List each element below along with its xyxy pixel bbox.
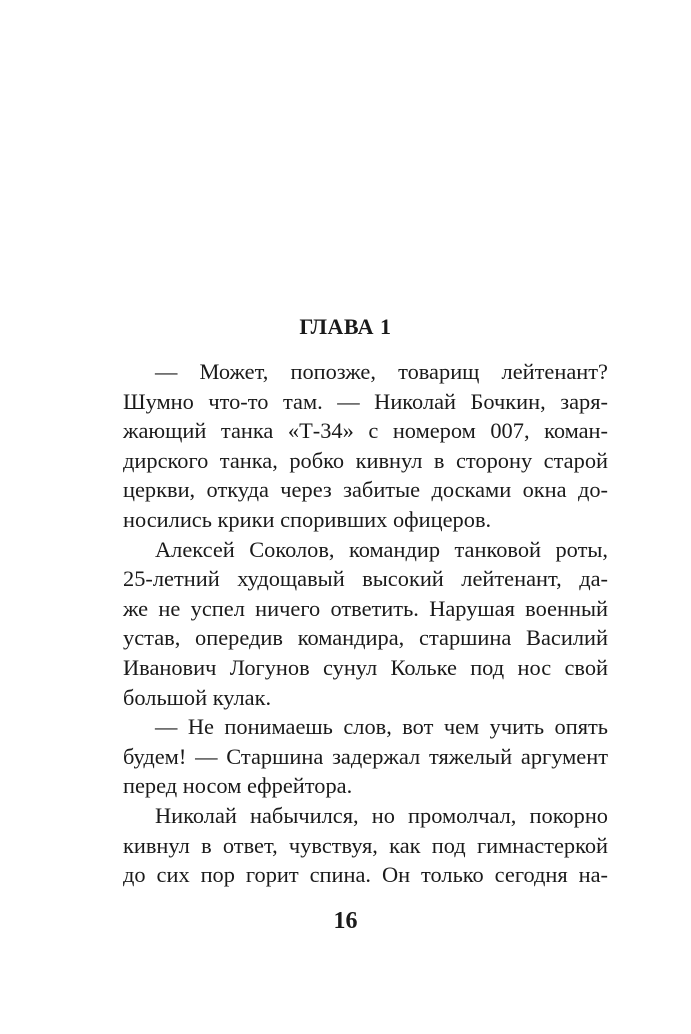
text-line: — Может, попозже, товарищ лейтенант? [155,359,608,384]
text-line: будем! — Старшина задержал тяжелый аргумент [123,743,608,769]
page-number: 16 [333,908,358,934]
text-line: большой кулак. [123,684,272,710]
text-line: Алексей Соколов, командир танковой роты, [155,536,608,562]
text-line: кивнул в ответ, чувствуя, как под гимнастеркой [123,832,608,858]
text-line: церкви, откуда через забитые досками окна до- [123,477,608,503]
paragraph [123,712,608,801]
text-line: Николай набычился, но промолчал, покорно [155,802,608,828]
paragraph [123,357,608,535]
text-line: жающий танка «Т-34» с номером 007, коман- [123,418,608,444]
text-line: перед носом ефрейтора. [123,773,353,799]
text-line: Иванович Логунов сунул Кольке под нос свой [123,654,608,680]
paragraph [123,801,608,890]
text-line: 25-летний худощавый высокий лейтенант, да- [123,566,608,592]
text-line: до сих пор горит спина. Он только сегодня на- [123,862,608,888]
body-text [123,357,608,890]
text-line: Шумно что-то там. — Николай Бочкин, заря- [123,388,608,414]
text-line: — Не понимаешь слов, вот чем учить опять [155,714,608,740]
text-line: устав, опередив командира, старшина Василий [123,625,608,651]
text-line: носились крики споривших офицеров. [123,506,492,532]
text-line: же не успел ничего ответить. Нарушая военный [123,595,608,621]
paragraph [123,535,608,713]
text-line: дирского танка, робко кивнул в сторону старой [123,447,608,473]
chapter-title: ГЛАВА 1 [299,314,392,339]
